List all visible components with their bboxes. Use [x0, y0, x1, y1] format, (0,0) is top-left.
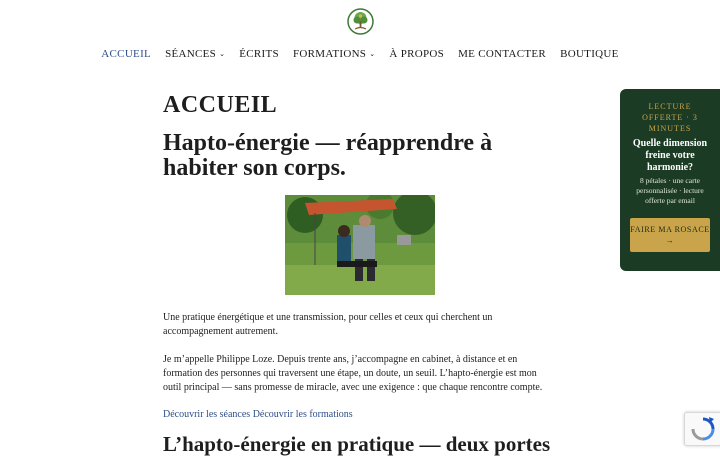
tree-of-life-logo-icon [347, 8, 374, 35]
intro-paragraph: Une pratique énergétique et une transmission, pour celles et ceux qui cherchent un accompagnement autrement. [163, 312, 493, 337]
panel-description: 8 pétales · une carte personnalisée · lecture offerte par email [636, 176, 704, 205]
main-navigation [0, 48, 720, 60]
nav-item-accueil[interactable] [94, 48, 158, 60]
chevron-down-icon: ⌄ [219, 50, 226, 58]
chevron-down-icon: ⌄ [369, 50, 376, 58]
nav-item-a-propos[interactable] [382, 48, 451, 60]
discover-seances-link[interactable]: Découvrir les séances [163, 409, 251, 420]
discover-formations-link[interactable]: Découvrir les formations [252, 409, 353, 420]
cta-links [163, 409, 553, 420]
session-photo-image [285, 195, 435, 295]
page-title: ACCUEIL [163, 92, 278, 118]
recaptcha-icon [685, 413, 720, 445]
recaptcha-badge[interactable] [684, 412, 720, 446]
nav-item-label: BOUTIQUE [560, 48, 619, 60]
nav-item-ecrits[interactable] [232, 48, 286, 60]
bio-paragraph: Je m’appelle Philippe Loze. Depuis trente ans, j’accompagne en cabinet, à distance et en formation des personnes qui traversent une étape, un doute, un seuil. L’hapto-énergie est mon outil principal — sans promesse de miracle, avec une exigence : que chaque rencontre compte. [163, 354, 543, 393]
panel-question: Quelle dimension freine votre harmonie? [632, 138, 708, 173]
session-photo [285, 195, 435, 295]
nav-item-label: SÉANCES [165, 48, 217, 60]
nav-item-label: À PROPOS [389, 48, 445, 60]
nav-item-me-contacter[interactable] [451, 48, 553, 60]
panel-eyebrow: LECTURE OFFERTE · 3 MINUTES [642, 102, 698, 133]
nav-item-label: FORMATIONS [292, 48, 367, 60]
section-heading: L’hapto-énergie en pratique — deux portes [163, 432, 551, 456]
faire-ma-rosace-button[interactable]: FAIRE MA ROSACE → [630, 218, 710, 252]
nav-item-boutique[interactable] [553, 48, 626, 60]
headline: Hapto-énergie — réapprendre à habiter son corps. [163, 130, 493, 181]
nav-item-seances[interactable] [158, 48, 232, 60]
nav-item-label: ACCUEIL [101, 48, 152, 60]
site-logo[interactable] [347, 8, 374, 35]
rosace-promo-panel [620, 89, 720, 271]
nav-item-label: ME CONTACTER [458, 48, 547, 60]
nav-item-formations[interactable] [286, 48, 382, 60]
main-content [163, 92, 553, 457]
nav-item-label: ÉCRITS [239, 48, 279, 60]
